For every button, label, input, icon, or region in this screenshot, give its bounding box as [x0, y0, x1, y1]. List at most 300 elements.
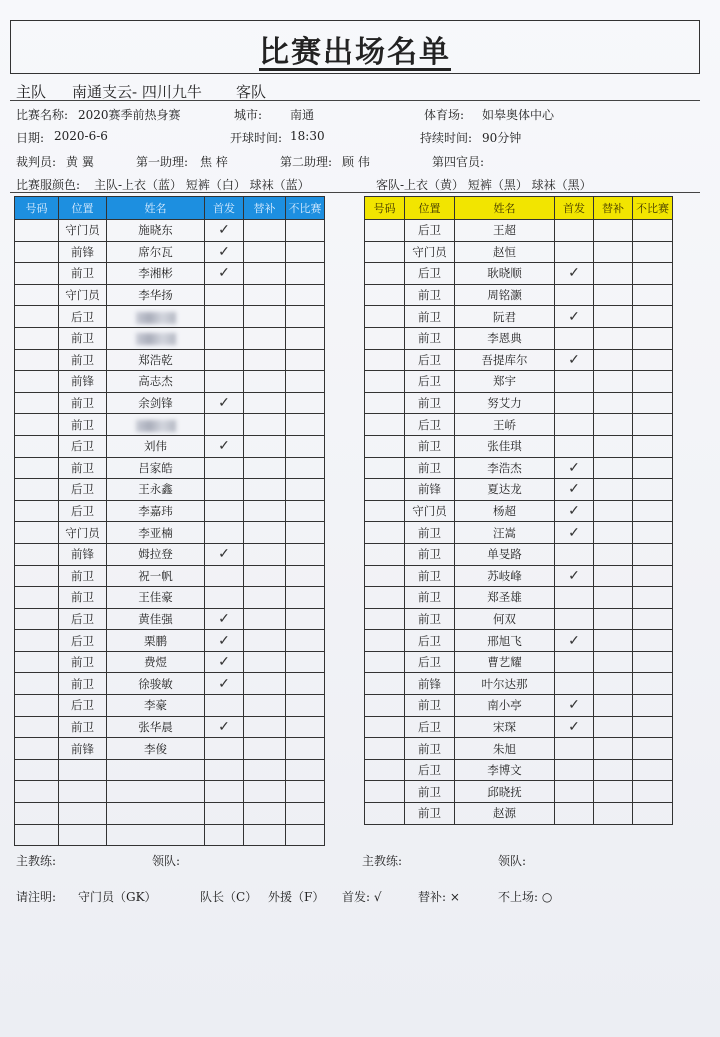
home-position-cell: 前卫 — [59, 263, 107, 285]
away-sub-cell — [594, 738, 633, 760]
home-table-row — [15, 306, 325, 328]
away-starter-cell — [555, 651, 594, 673]
home-not-playing-cell — [286, 284, 325, 306]
away-name-cell: 李恩典 — [455, 327, 555, 349]
away-number-cell — [365, 349, 405, 371]
home-not-playing-cell — [286, 781, 325, 803]
home-number-cell — [15, 414, 59, 436]
home-name-cell: 李嘉玮 — [107, 500, 205, 522]
home-position-cell: 后卫 — [59, 479, 107, 501]
redacted-name-blur — [136, 312, 176, 324]
away-table-row — [365, 738, 673, 760]
away-table-row — [365, 630, 673, 652]
away-not-playing-cell — [633, 414, 673, 436]
home-table-row — [15, 608, 325, 630]
home-name-cell: 费煜 — [107, 651, 205, 673]
home-table-row — [15, 803, 325, 825]
away-not-playing-cell — [633, 306, 673, 328]
away-name-cell: 李博文 — [455, 759, 555, 781]
home-header-row — [15, 197, 325, 220]
away-col-header: 不比赛 — [633, 197, 673, 220]
home-sub-cell — [244, 781, 286, 803]
away-position-cell: 后卫 — [405, 263, 455, 285]
away-not-playing-cell — [633, 781, 673, 803]
away-starter-cell: ✓ — [555, 565, 594, 587]
home-not-playing-cell — [286, 220, 325, 242]
stadium-value: 如皋奥体中心 — [482, 108, 555, 122]
home-not-playing-cell — [286, 414, 325, 436]
away-number-cell — [365, 435, 405, 457]
home-position-cell: 后卫 — [59, 608, 107, 630]
home-number-cell — [15, 824, 59, 846]
home-number-cell — [15, 435, 59, 457]
home-number-cell — [15, 651, 59, 673]
away-starter-cell: ✓ — [555, 716, 594, 738]
home-not-playing-cell — [286, 695, 325, 717]
city-label: 城市: — [234, 108, 263, 122]
home-sub-cell — [244, 738, 286, 760]
away-number-cell — [365, 587, 405, 609]
assistant1-value: 焦 梓 — [200, 155, 228, 169]
away-position-cell: 前卫 — [405, 565, 455, 587]
away-sub-cell — [594, 263, 633, 285]
home-table-row — [15, 630, 325, 652]
away-number-cell — [365, 371, 405, 393]
away-roster-table — [364, 196, 673, 825]
away-sub-cell — [594, 241, 633, 263]
city-value: 南通 — [290, 108, 315, 122]
home-col-header: 位置 — [59, 197, 107, 220]
away-sub-cell — [594, 457, 633, 479]
home-sub-cell — [244, 630, 286, 652]
note-captain: 队长（C） — [200, 890, 258, 904]
away-not-playing-cell — [633, 241, 673, 263]
away-position-cell: 后卫 — [405, 759, 455, 781]
away-number-cell — [365, 608, 405, 630]
home-starter-cell: ✓ — [205, 673, 244, 695]
home-starter-cell — [205, 824, 244, 846]
home-starter-cell — [205, 284, 244, 306]
away-table-row — [365, 349, 673, 371]
away-number-cell — [365, 673, 405, 695]
home-not-playing-cell — [286, 349, 325, 371]
home-name-cell: 李湘彬 — [107, 263, 205, 285]
home-roster-body — [15, 220, 325, 846]
home-number-cell — [15, 327, 59, 349]
away-position-cell: 前卫 — [405, 392, 455, 414]
away-starter-cell: ✓ — [555, 457, 594, 479]
away-sub-cell — [594, 479, 633, 501]
away-starter-cell: ✓ — [555, 522, 594, 544]
home-col-header: 号码 — [15, 197, 59, 220]
away-position-cell: 后卫 — [405, 371, 455, 393]
home-not-playing-cell — [286, 565, 325, 587]
away-starter-cell — [555, 803, 594, 825]
sheet-title: 比赛出场名单 — [259, 35, 451, 70]
header-divider — [10, 100, 700, 101]
away-table-row — [365, 435, 673, 457]
home-position-cell: 前卫 — [59, 327, 107, 349]
home-position-cell: 后卫 — [59, 630, 107, 652]
home-sub-cell — [244, 392, 286, 414]
away-position-cell: 后卫 — [405, 414, 455, 436]
away-name-cell: 朱旭 — [455, 738, 555, 760]
away-not-playing-cell — [633, 327, 673, 349]
away-name-cell: 夏达龙 — [455, 479, 555, 501]
home-number-cell — [15, 630, 59, 652]
away-table-row — [365, 263, 673, 285]
home-number-cell — [15, 479, 59, 501]
away-position-cell: 前卫 — [405, 695, 455, 717]
home-sub-cell — [244, 716, 286, 738]
away-name-cell: 叶尔达那 — [455, 673, 555, 695]
away-not-playing-cell — [633, 435, 673, 457]
home-position-cell — [59, 759, 107, 781]
away-table-row — [365, 241, 673, 263]
away-not-playing-cell — [633, 630, 673, 652]
assistant2-value: 顾 伟 — [342, 155, 370, 169]
home-sub-cell — [244, 306, 286, 328]
home-label: 主队 — [16, 83, 47, 101]
home-table-row — [15, 824, 325, 846]
home-not-playing-cell — [286, 759, 325, 781]
home-number-cell — [15, 803, 59, 825]
away-starter-cell — [555, 673, 594, 695]
home-number-cell — [15, 220, 59, 242]
away-sub-cell — [594, 803, 633, 825]
home-table-row — [15, 479, 325, 501]
away-starter-cell: ✓ — [555, 500, 594, 522]
date-label: 日期: — [16, 131, 45, 145]
match-name: 南通支云- 四川九牛 — [72, 83, 202, 101]
away-number-cell — [365, 565, 405, 587]
away-table-row — [365, 673, 673, 695]
away-name-cell: 宋琛 — [455, 716, 555, 738]
away-number-cell — [365, 500, 405, 522]
home-name-cell: 李亚楠 — [107, 522, 205, 544]
away-col-header: 号码 — [365, 197, 405, 220]
home-sub-cell — [244, 759, 286, 781]
away-position-cell: 守门员 — [405, 241, 455, 263]
home-not-playing-cell — [286, 738, 325, 760]
away-name-cell: 张佳琪 — [455, 435, 555, 457]
away-table-row — [365, 587, 673, 609]
home-starter-cell — [205, 457, 244, 479]
away-position-cell: 前卫 — [405, 435, 455, 457]
away-col-header: 替补 — [594, 197, 633, 220]
note-foreign: 外援（F） — [268, 890, 325, 904]
home-table-row — [15, 695, 325, 717]
home-col-header: 姓名 — [107, 197, 205, 220]
home-starter-cell — [205, 479, 244, 501]
home-starter-cell: ✓ — [205, 241, 244, 263]
home-not-playing-cell — [286, 608, 325, 630]
away-position-cell: 前卫 — [405, 803, 455, 825]
home-position-cell: 后卫 — [59, 500, 107, 522]
away-starter-cell: ✓ — [555, 479, 594, 501]
home-starter-cell — [205, 695, 244, 717]
home-starter-cell: ✓ — [205, 608, 244, 630]
away-name-cell: 赵恒 — [455, 241, 555, 263]
date-value: 2020-6-6 — [54, 129, 108, 143]
away-sub-cell — [594, 522, 633, 544]
away-position-cell: 前卫 — [405, 738, 455, 760]
away-starter-cell — [555, 371, 594, 393]
away-position-cell: 前卫 — [405, 284, 455, 306]
home-starter-cell — [205, 522, 244, 544]
away-table-row — [365, 759, 673, 781]
fourth-official-label: 第四官员: — [432, 155, 485, 169]
home-table-row — [15, 651, 325, 673]
home-number-cell — [15, 306, 59, 328]
home-name-cell: 席尔瓦 — [107, 241, 205, 263]
away-starter-cell: ✓ — [555, 349, 594, 371]
home-sub-cell — [244, 435, 286, 457]
home-not-playing-cell — [286, 479, 325, 501]
away-sub-cell — [594, 349, 633, 371]
home-number-cell — [15, 241, 59, 263]
home-kit: 主队-上衣（蓝） 短裤（白） 球袜（蓝） — [94, 178, 310, 192]
home-table-row — [15, 349, 325, 371]
home-name-cell — [107, 781, 205, 803]
home-sub-cell — [244, 500, 286, 522]
away-table-row — [365, 371, 673, 393]
home-name-cell — [107, 414, 205, 436]
away-starter-cell — [555, 781, 594, 803]
away-table-row — [365, 479, 673, 501]
home-not-playing-cell — [286, 630, 325, 652]
away-table-row — [365, 457, 673, 479]
away-number-cell — [365, 781, 405, 803]
home-sub-cell — [244, 587, 286, 609]
home-table-row — [15, 263, 325, 285]
away-name-cell: 邱晓抚 — [455, 781, 555, 803]
home-name-cell: 高志杰 — [107, 371, 205, 393]
home-name-cell — [107, 824, 205, 846]
home-position-cell — [59, 803, 107, 825]
home-not-playing-cell — [286, 327, 325, 349]
away-name-cell: 吾提库尔 — [455, 349, 555, 371]
away-not-playing-cell — [633, 479, 673, 501]
away-number-cell — [365, 716, 405, 738]
away-number-cell — [365, 241, 405, 263]
home-col-header: 替补 — [244, 197, 286, 220]
away-position-cell: 后卫 — [405, 651, 455, 673]
away-name-cell: 苏岐峰 — [455, 565, 555, 587]
away-position-cell: 后卫 — [405, 349, 455, 371]
home-name-cell: 余剑锋 — [107, 392, 205, 414]
away-coach-label: 主教练: — [362, 854, 403, 868]
home-starter-cell: ✓ — [205, 651, 244, 673]
home-table-row — [15, 565, 325, 587]
away-table-row — [365, 695, 673, 717]
home-sub-cell — [244, 414, 286, 436]
away-table-row — [365, 306, 673, 328]
away-name-cell: 何双 — [455, 608, 555, 630]
home-not-playing-cell — [286, 435, 325, 457]
home-table-row — [15, 371, 325, 393]
assistant1-label: 第一助理: — [136, 155, 189, 169]
home-position-cell: 前锋 — [59, 241, 107, 263]
home-sub-cell — [244, 608, 286, 630]
home-table-row — [15, 587, 325, 609]
home-table-row — [15, 759, 325, 781]
home-table-row — [15, 716, 325, 738]
away-starter-cell: ✓ — [555, 630, 594, 652]
away-number-cell — [365, 651, 405, 673]
home-not-playing-cell — [286, 587, 325, 609]
home-position-cell: 前卫 — [59, 587, 107, 609]
away-not-playing-cell — [633, 695, 673, 717]
away-name-cell: 郑圣雄 — [455, 587, 555, 609]
home-table-row — [15, 738, 325, 760]
home-number-cell — [15, 522, 59, 544]
notes-label: 请注明: — [16, 890, 57, 904]
away-sub-cell — [594, 500, 633, 522]
away-starter-cell — [555, 738, 594, 760]
home-col-header: 首发 — [205, 197, 244, 220]
away-col-header: 姓名 — [455, 197, 555, 220]
away-starter-cell — [555, 392, 594, 414]
away-starter-cell — [555, 414, 594, 436]
home-table-row — [15, 327, 325, 349]
away-number-cell — [365, 327, 405, 349]
away-name-cell: 阮君 — [455, 306, 555, 328]
home-number-cell — [15, 781, 59, 803]
away-sub-cell — [594, 435, 633, 457]
away-table-row — [365, 781, 673, 803]
home-table-row — [15, 522, 325, 544]
home-position-cell: 前锋 — [59, 543, 107, 565]
away-table-row — [365, 565, 673, 587]
away-not-playing-cell — [633, 608, 673, 630]
home-name-cell: 王永鑫 — [107, 479, 205, 501]
away-name-cell: 李浩杰 — [455, 457, 555, 479]
away-table-row — [365, 284, 673, 306]
away-not-playing-cell — [633, 263, 673, 285]
home-sub-cell — [244, 543, 286, 565]
away-sub-cell — [594, 392, 633, 414]
away-table-row — [365, 327, 673, 349]
kit-divider — [10, 192, 700, 193]
home-name-cell — [107, 759, 205, 781]
home-not-playing-cell — [286, 306, 325, 328]
away-position-cell: 前卫 — [405, 522, 455, 544]
home-not-playing-cell — [286, 392, 325, 414]
away-position-cell: 后卫 — [405, 220, 455, 242]
home-number-cell — [15, 392, 59, 414]
home-starter-cell — [205, 587, 244, 609]
home-not-playing-cell — [286, 651, 325, 673]
away-not-playing-cell — [633, 673, 673, 695]
away-name-cell: 郑宇 — [455, 371, 555, 393]
home-position-cell: 前卫 — [59, 716, 107, 738]
away-number-cell — [365, 695, 405, 717]
away-position-cell: 守门员 — [405, 500, 455, 522]
away-sub-cell — [594, 543, 633, 565]
home-name-cell: 施晓东 — [107, 220, 205, 242]
away-position-cell: 前锋 — [405, 673, 455, 695]
duration-value: 90分钟 — [482, 131, 522, 145]
away-number-cell — [365, 392, 405, 414]
home-starter-cell: ✓ — [205, 630, 244, 652]
away-sub-cell — [594, 220, 633, 242]
home-position-cell: 前卫 — [59, 349, 107, 371]
home-starter-cell — [205, 349, 244, 371]
home-starter-cell — [205, 565, 244, 587]
away-not-playing-cell — [633, 392, 673, 414]
home-table-row — [15, 435, 325, 457]
away-not-playing-cell — [633, 587, 673, 609]
home-starter-cell: ✓ — [205, 435, 244, 457]
away-table-row — [365, 803, 673, 825]
away-name-cell: 努艾力 — [455, 392, 555, 414]
away-number-cell — [365, 738, 405, 760]
home-starter-cell: ✓ — [205, 220, 244, 242]
home-table-row — [15, 543, 325, 565]
home-coach-label: 主教练: — [16, 854, 57, 868]
home-sub-cell — [244, 522, 286, 544]
away-position-cell: 后卫 — [405, 630, 455, 652]
home-not-playing-cell — [286, 522, 325, 544]
home-name-cell — [107, 803, 205, 825]
home-starter-cell — [205, 306, 244, 328]
home-not-playing-cell — [286, 673, 325, 695]
home-starter-cell — [205, 803, 244, 825]
home-number-cell — [15, 500, 59, 522]
away-table-row — [365, 414, 673, 436]
home-number-cell — [15, 587, 59, 609]
home-starter-cell — [205, 414, 244, 436]
home-sub-cell — [244, 673, 286, 695]
away-col-header: 位置 — [405, 197, 455, 220]
home-name-cell: 王佳豪 — [107, 587, 205, 609]
home-not-playing-cell — [286, 500, 325, 522]
away-leader-label: 领队: — [498, 854, 527, 868]
home-sub-cell — [244, 651, 286, 673]
away-number-cell — [365, 306, 405, 328]
home-col-header: 不比赛 — [286, 197, 325, 220]
away-name-cell: 王峤 — [455, 414, 555, 436]
away-sub-cell — [594, 781, 633, 803]
duration-label: 持续时间: — [420, 131, 473, 145]
away-position-cell: 前卫 — [405, 587, 455, 609]
home-position-cell: 前卫 — [59, 673, 107, 695]
away-starter-cell — [555, 435, 594, 457]
home-position-cell: 后卫 — [59, 306, 107, 328]
away-number-cell — [365, 522, 405, 544]
note-start: 首发: √ — [342, 890, 382, 904]
competition-label: 比赛名称: — [16, 108, 69, 122]
home-number-cell — [15, 349, 59, 371]
home-table-row — [15, 457, 325, 479]
home-name-cell: 栗鹏 — [107, 630, 205, 652]
home-starter-cell — [205, 759, 244, 781]
away-number-cell — [365, 479, 405, 501]
away-starter-cell: ✓ — [555, 306, 594, 328]
away-table-row — [365, 220, 673, 242]
away-starter-cell — [555, 608, 594, 630]
away-name-cell: 耿晓顺 — [455, 263, 555, 285]
home-position-cell: 前锋 — [59, 371, 107, 393]
away-number-cell — [365, 220, 405, 242]
home-not-playing-cell — [286, 263, 325, 285]
away-not-playing-cell — [633, 457, 673, 479]
away-sub-cell — [594, 673, 633, 695]
home-number-cell — [15, 738, 59, 760]
stadium-label: 体育场: — [424, 108, 465, 122]
home-position-cell: 前卫 — [59, 392, 107, 414]
